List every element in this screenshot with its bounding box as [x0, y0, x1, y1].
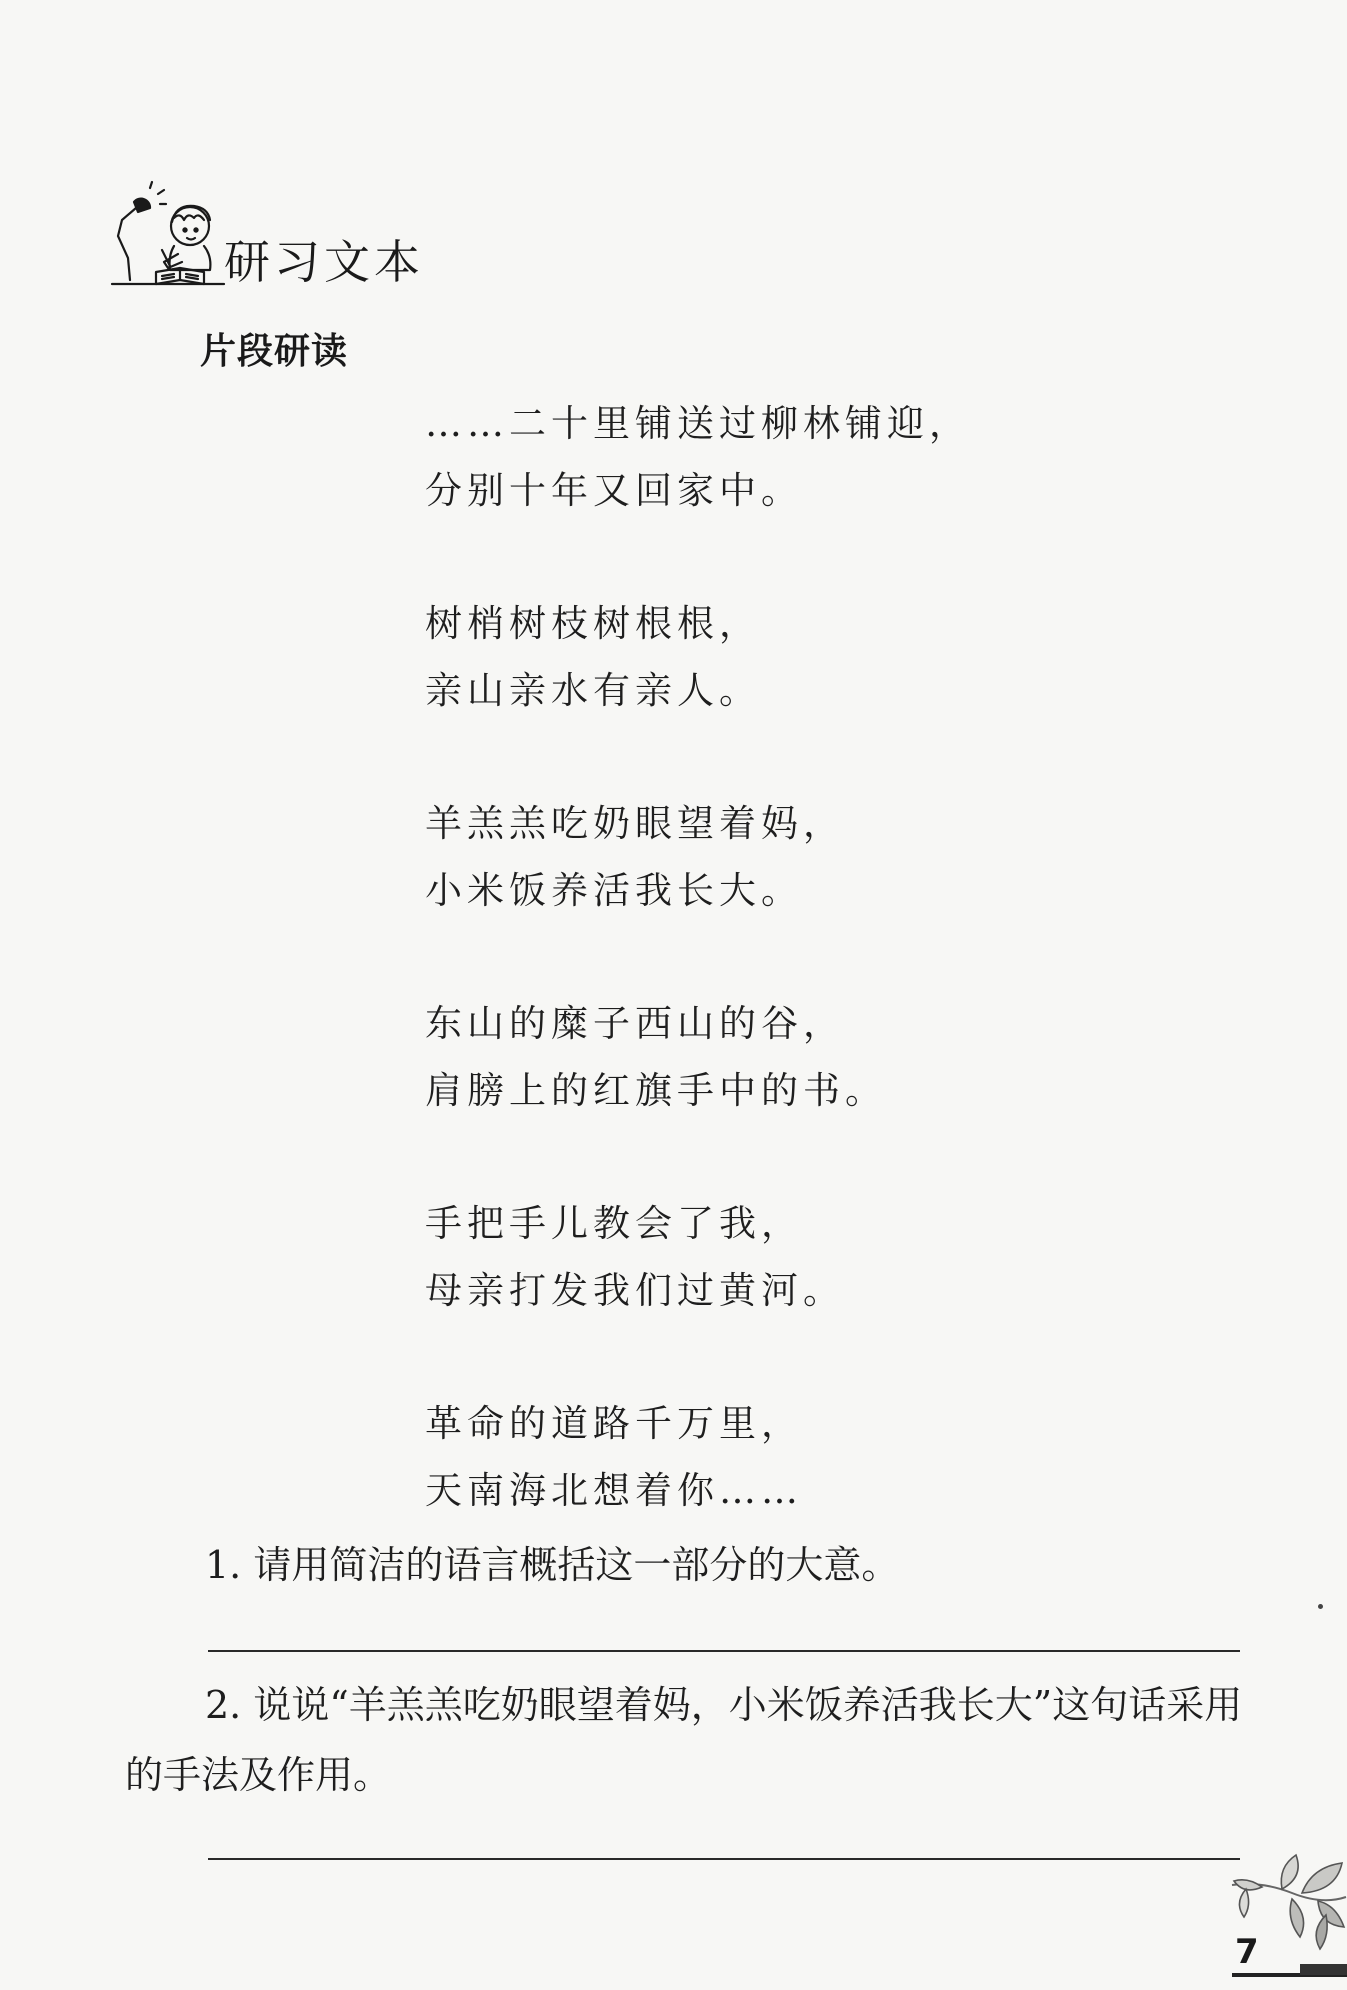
poem-line: 肩膀上的红旗手中的书。 — [425, 1069, 887, 1112]
page-number-rule-accent — [1300, 1964, 1347, 1975]
poem-stanza — [425, 590, 1125, 724]
poem-line: 母亲打发我们过黄河。 — [425, 1269, 845, 1312]
section-header — [108, 180, 488, 295]
poem-line: 东山的糜子西山的谷， — [425, 1002, 845, 1045]
student-reading-lamp-icon — [108, 180, 228, 295]
poem-stanza — [425, 390, 1125, 524]
question-2: 2. 说说“羊羔羔吃奶眼望着妈，小米饭养活我长大”这句话采用的手法及作用。 — [125, 1683, 1243, 1797]
poem-stanza — [425, 1390, 1125, 1524]
poem-line: 羊羔羔吃奶眼望着妈， — [425, 802, 845, 845]
answer-line-1[interactable] — [208, 1650, 1240, 1652]
poem-line: 树梢树枝树根根， — [425, 602, 761, 645]
section-title: 研习文本 — [224, 235, 424, 289]
poem-line: 小米饭养活我长大。 — [425, 869, 803, 912]
poem-line: ……二十里铺送过柳林铺迎， — [425, 402, 971, 445]
answer-line-2[interactable] — [208, 1858, 1240, 1860]
question-1: 1. 请用简洁的语言概括这一部分的大意。 — [205, 1543, 900, 1587]
poem-line: 天南海北想着你…… — [425, 1469, 803, 1512]
poem-line: 分别十年又回家中。 — [425, 469, 803, 512]
stray-dot — [1318, 1604, 1323, 1609]
poem-stanza — [425, 990, 1125, 1124]
poem-line: 手把手儿教会了我， — [425, 1202, 803, 1245]
poem-line: 亲山亲水有亲人。 — [425, 669, 761, 712]
poem-excerpt — [425, 390, 1125, 1590]
page-number: 7 — [1235, 1932, 1259, 1972]
poem-line: 革命的道路千万里， — [425, 1402, 803, 1445]
poem-stanza — [425, 1190, 1125, 1324]
poem-stanza — [425, 790, 1125, 924]
subsection-title: 片段研读 — [200, 331, 349, 372]
